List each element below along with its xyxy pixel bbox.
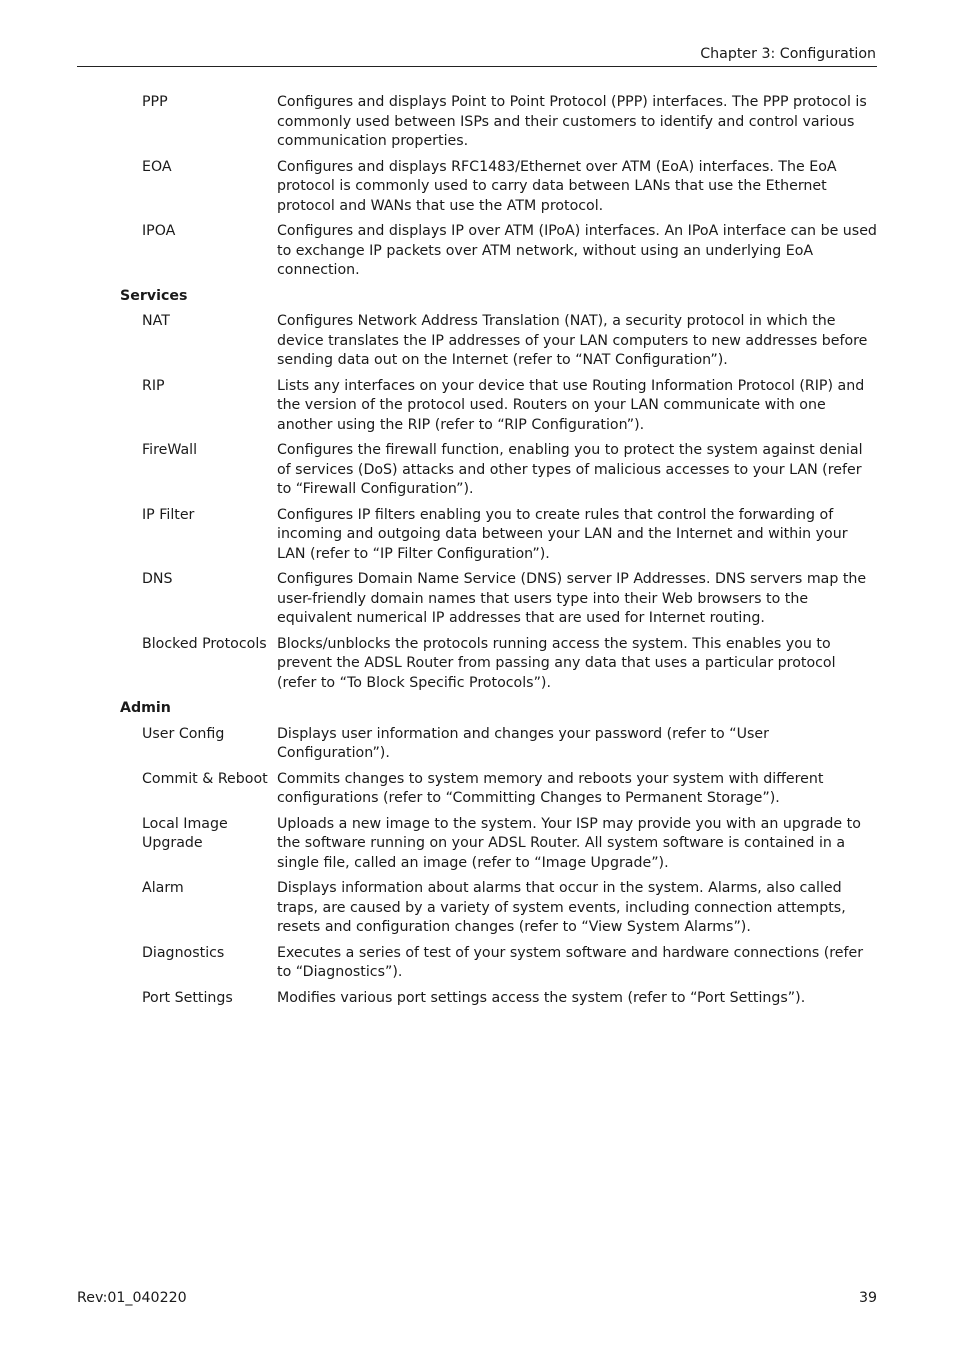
definition-term: FireWall [142, 442, 198, 458]
definition-term: Local Image Upgrade [142, 815, 228, 851]
definition-row [77, 570, 877, 629]
definition-description: Configures Domain Name Service (DNS) server IP Addresses. DNS servers map the user-friendly domain names that users type into their Web browsers to the equivalent numerical IP addresses that are used for Internet routing. [277, 571, 867, 626]
definition-row [77, 770, 877, 809]
section-heading: Admin [120, 700, 171, 716]
definition-row [77, 93, 877, 152]
definition-description: Uploads a new image to the system. Your ISP may provide you with an upgrade to the software running on your ADSL Router. All system software is contained in a single file, called an image (refer to “Image Upgrade”). [277, 815, 861, 871]
definition-term: PPP [142, 94, 168, 110]
definition-term: NAT [142, 313, 170, 329]
definition-list [77, 93, 877, 1014]
definition-term: Diagnostics [142, 944, 225, 961]
definition-term: Blocked Protocols [142, 635, 267, 652]
definition-description: Blocks/unblocks the protocols running access the system. This enables you to prevent the ADSL Router from passing any data that uses a particular protocol (refer to “To Block Specific Protocols”). [277, 635, 836, 691]
chapter-title: Chapter 3: Configuration [700, 46, 876, 62]
definition-description: Displays information about alarms that occur in the system. Alarms, also called traps, are caused by a variety of system events, including connection attempts, resets and configuration changes (refer to “View System Alarms”). [277, 880, 846, 935]
definition-description: Modifies various port settings access the system (refer to “Port Settings”). [277, 989, 806, 1006]
definition-row [77, 377, 877, 436]
definition-term: IPOA [142, 223, 176, 239]
definition-row [77, 506, 877, 565]
definition-row [77, 158, 877, 217]
definition-description: Configures and displays IP over ATM (IPoA) interfaces. An IPoA interface can be used to exchange IP packets over ATM network, without using an underlying EoA connection. [277, 223, 877, 278]
definition-description: Configures Network Address Translation (NAT), a security protocol in which the device translates the IP addresses of your LAN computers to new addresses before sending data out on the Internet (refer to “NAT Configuration”). [277, 313, 868, 368]
definition-description: Commits changes to system memory and reboots your system with different configurations (refer to “Committing Changes to Permanent Storage”). [277, 770, 824, 806]
definition-description: Executes a series of test of your system software and hardware connections (refer to “Diagnostics”). [277, 944, 864, 980]
definition-row [77, 312, 877, 371]
definition-term: User Config [142, 725, 225, 742]
definition-description: Configures the firewall function, enabling you to protect the system against denial of services (DoS) attacks and other types of malicious accesses to your LAN (refer to “Firewall Configuration”). [277, 442, 863, 497]
definition-term: Port Settings [142, 989, 233, 1006]
definition-term: Commit & Reboot [142, 770, 268, 787]
page-footer [77, 1289, 877, 1309]
definition-term: RIP [142, 377, 165, 394]
definition-term: DNS [142, 571, 173, 587]
definition-description: Configures IP filters enabling you to create rules that control the forwarding of incoming and outgoing data between your LAN and the Internet and within your LAN (refer to “IP Filter Configuration”). [277, 506, 848, 562]
definition-row [77, 725, 877, 764]
definition-row [77, 944, 877, 983]
definition-row [77, 815, 877, 874]
definition-row [77, 441, 877, 500]
definition-term: EOA [142, 158, 172, 175]
definition-row [77, 989, 877, 1009]
definition-description: Displays user information and changes your password (refer to “User Configuration”). [277, 725, 769, 761]
definition-description: Configures and displays RFC1483/Ethernet over ATM (EoA) interfaces. The EoA protocol is commonly used to carry data between LANs that use the Ethernet protocol and WANs that use the ATM protocol. [277, 158, 837, 214]
revision-label: Rev:01_040220 [77, 1290, 187, 1306]
definition-term: Alarm [142, 880, 184, 896]
definition-description: Configures and displays Point to Point Protocol (PPP) interfaces. The PPP protocol is commonly used between ISPs and their customers to identify and control various communication properties. [277, 94, 867, 149]
definition-row [77, 222, 877, 281]
definition-term: IP Filter [142, 506, 195, 523]
page-number: 39 [858, 1290, 877, 1306]
section-heading: Services [120, 287, 188, 304]
definition-description: Lists any interfaces on your device that use Routing Information Protocol (RIP) and the version of the protocol used. Routers on your LAN communicate with one another using the RIP (refer to “RIP Configuration”). [277, 377, 865, 433]
page-header [77, 45, 877, 67]
definition-row [77, 879, 877, 938]
definition-row [77, 635, 877, 694]
